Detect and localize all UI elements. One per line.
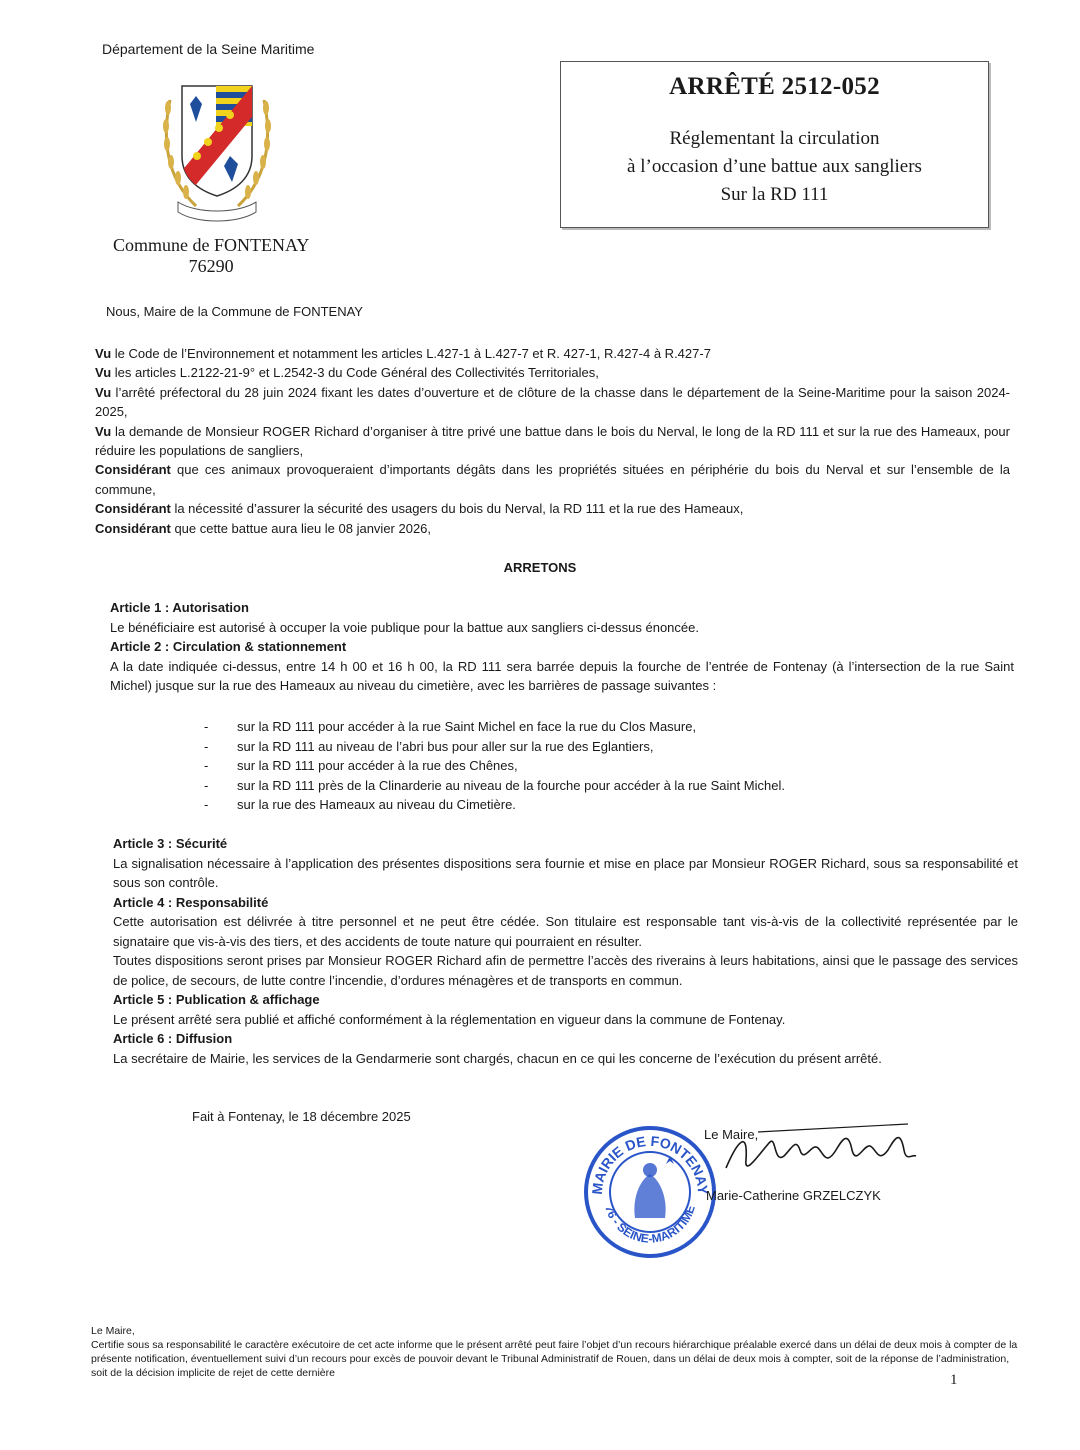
mairie-stamp-icon	[580, 1118, 720, 1262]
handwritten-signature-icon	[718, 1120, 918, 1182]
signer-name: Marie-Catherine GRZELCZYK	[706, 1188, 881, 1203]
articles-3-6	[113, 834, 1018, 1068]
list-item: - sur la RD 111 au niveau de l’abri bus pour aller sur la rue des Eglantiers,	[204, 738, 654, 754]
clause-vu-3: Vu l’arrêté préfectoral du 28 juin 2024 fixant les dates d’ouverture et de clôture de la chasse dans le département de la Seine-Maritime pour la saison 2024-2025,	[95, 384, 1010, 420]
article-1-text: Le bénéficiaire est autorisé à occuper la voie publique pour la battue aux sangliers ci-dessus énoncée.	[110, 619, 699, 635]
article-6-text: La secrétaire de Mairie, les services de la Gendarmerie sont chargés, chacun en ce qui les concerne de l’exécution du présent arrêté.	[113, 1050, 882, 1066]
commune-block	[113, 235, 309, 277]
list-item: - sur la RD 111 pour accéder à la rue Saint Michel en face la rue du Clos Masure,	[204, 719, 697, 734]
title-box	[560, 61, 989, 228]
clause-considerant-1: Considérant que ces animaux provoqueraient d’importants dégâts dans les propriétés situées en périphérie du bois du Nerval et sur l’ensemble de la commune,	[95, 462, 1010, 497]
article-1-heading: Article 1 : Autorisation	[110, 600, 249, 615]
article-5-heading: Article 5 : Publication & affichage	[113, 992, 320, 1007]
list-item: - sur la RD 111 pour accéder à la rue des Chênes,	[204, 758, 518, 773]
preamble-clauses	[95, 344, 1010, 538]
commune-crest-icon	[156, 78, 278, 226]
footer-text: Certifie sous sa responsabilité le caractère exécutoire de cet acte informe que le présent arrêté peut faire l’objet d’un recours hiérarchique préalable exercé dans un délai de deux mois à compter de la présente notification, éventuellement suivi d’un recours pour excès de pouvoir devant le Tribunal Administratif de Rouen, dans un délai de deux mois à compter, soit de la réponse de l’administration, soit de la décision implicite de rejet de cette dernière	[91, 1339, 1018, 1379]
article-3-text: La signalisation nécessaire à l’application des présentes dispositions sera fournie et mise en place par Monsieur ROGER Richard, sous sa responsabilité et sous son contrôle.	[113, 855, 1018, 890]
subtitle-line-3: Sur la RD 111	[720, 184, 829, 205]
barrier-list	[204, 717, 785, 815]
postal-code: 76290	[188, 256, 234, 276]
article-2-heading: Article 2 : Circulation & stationnement	[110, 639, 347, 654]
list-item: - sur la RD 111 près de la Clinarderie au niveau de la fourche pour accéder à la rue Saint Michel.	[204, 777, 785, 793]
signature-role: Le Maire,	[704, 1127, 759, 1142]
article-4-text-1: Cette autorisation est délivrée à titre personnel et ne peut être cédée. Son titulaire est responsable tant vis-à-vis de la collectivité représentée par le signataire que vis-à-vis des tiers, et des accidents de toute nature qui pourraient en résulter.	[113, 914, 1018, 949]
commune-name: Commune de FONTENAY	[113, 235, 310, 255]
arretons-heading: ARRETONS	[503, 560, 577, 575]
subtitle-line-1: Réglementant la circulation	[669, 128, 880, 149]
footer-title: Le Maire,	[91, 1325, 135, 1337]
stamp-top-text: MAIRIE DE FONTENAY	[588, 1132, 712, 1196]
preamble-intro: Nous, Maire de la Commune de FONTENAY	[106, 304, 363, 319]
department-label: Département de la Seine Maritime	[102, 41, 315, 57]
place-date: Fait à Fontenay, le 18 décembre 2025	[192, 1109, 411, 1124]
article-5-text: Le présent arrêté sera publié et affiché conformément à la réglementation en vigueur dans la commune de Fontenay.	[113, 1011, 786, 1027]
arrete-number: ARRÊTÉ 2512-052	[669, 73, 880, 100]
footer-notice	[91, 1324, 1021, 1380]
articles-1-2	[110, 598, 1014, 696]
article-6-heading: Article 6 : Diffusion	[113, 1031, 233, 1046]
stamp-bottom-text: 76 - SEINE-MARITIME	[602, 1203, 698, 1246]
article-3-heading: Article 3 : Sécurité	[113, 836, 228, 851]
article-4-text-2: Toutes dispositions seront prises par Monsieur ROGER Richard afin de permettre l’accès des riverains à leurs habitations, ainsi que le passage des services de police, de secours, de lutte contre l’incendie, d’ordures ménagères et de transports en commun.	[113, 953, 1018, 988]
clause-vu-4: Vu la demande de Monsieur ROGER Richard d’organiser à titre privé une battue dans le bois du Nerval, le long de la RD 111 et sur la rue des Hameaux, pour réduire les populations de sangliers,	[95, 423, 1010, 459]
clause-considerant-2: Considérant la nécessité d’assurer la sécurité des usagers du bois du Nerval, la RD 111 et la rue des Hameaux,	[95, 501, 744, 517]
page-number: 1	[950, 1372, 958, 1388]
subtitle-line-2: à l’occasion d’une battue aux sangliers	[627, 156, 922, 177]
list-item: - sur la rue des Hameaux au niveau du Cimetière.	[204, 797, 516, 812]
article-4-heading: Article 4 : Responsabilité	[113, 894, 269, 910]
clause-vu-2: Vu les articles L.2122-21-9° et L.2542-3 du Code Général des Collectivités Territoriales,	[95, 365, 599, 381]
article-2-text: A la date indiquée ci-dessus, entre 14 h 00 et 16 h 00, la RD 111 sera barrée depuis la fourche de l’entrée de Fontenay (à l’intersection de la rue Saint Michel) jusque sur la rue des Hameaux au niveau du cimetière, avec les barrières de passage suivantes :	[110, 658, 1014, 693]
clause-considerant-3: Considérant que cette battue aura lieu le 08 janvier 2026,	[95, 520, 432, 536]
clause-vu-1: Vu le Code de l’Environnement et notamment les articles L.427-1 à L.427-7 et R. 427-1, R.427-4 à R.427-7	[95, 346, 711, 361]
